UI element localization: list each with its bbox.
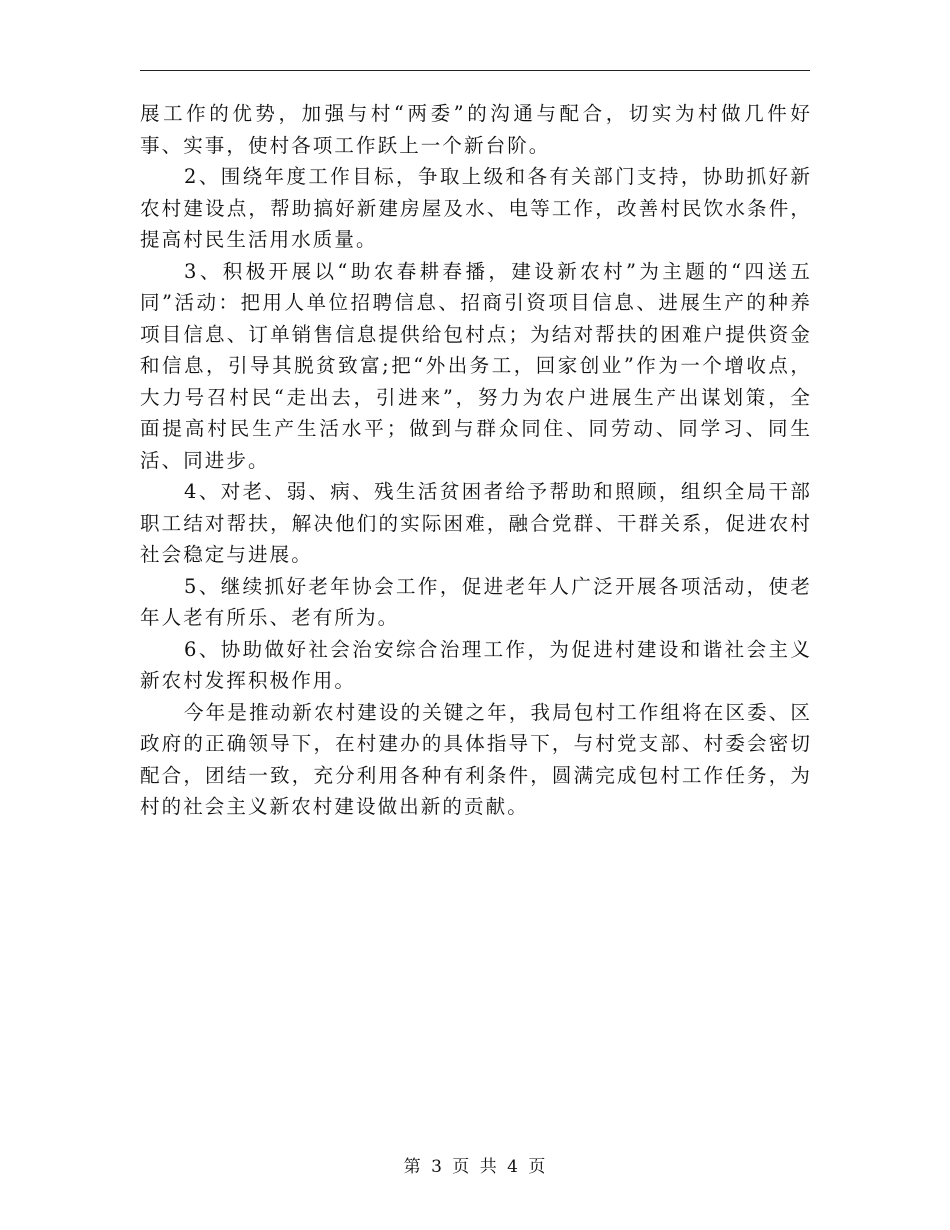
paragraph-item-3: 3、积极开展以“助农春耕春播，建设新农村”为主题的“四送五同”活动：把用人单位招聘信息、招商引资项目信息、进展生产的种养项目信息、订单销售信息提供给包村点；为结对帮扶的困难户提供资金和信息，引导其脱贫致富;把“外出务工，回家创业”作为一个增收点，大力号召村民“走出去，引进来”，努力为农户进展生产出谋划策，全面提高村民生产生活水平；做到与群众同住、同劳动、同学习、同生活、同进步。 [140,259,812,472]
document-body [140,98,812,823]
paragraph-continuation: 展工作的优势，加强与村“两委”的沟通与配合，切实为村做几件好事、实事，使村各项工作跃上一个新台阶。 [140,102,812,157]
paragraph-item-6: 6、协助做好社会治安综合治理工作，为促进村建设和谐社会主义新农村发挥积极作用。 [140,637,812,692]
header-rule [140,70,810,71]
page-number: 第 3 页 共 4 页 [403,1157,547,1177]
paragraph-item-2: 2、围绕年度工作目标，争取上级和各有关部门支持，协助抓好新农村建设点，帮助搞好新建房屋及水、电等工作，改善村民饮水条件，提高村民生活用水质量。 [140,165,812,251]
paragraph-item-5: 5、继续抓好老年协会工作，促进老年人广泛开展各项活动，使老年人老有所乐、老有所为。 [140,574,812,629]
paragraph-conclusion: 今年是推动新农村建设的关键之年，我局包村工作组将在区委、区政府的正确领导下，在村建办的具体指导下，与村党支部、村委会密切配合，团结一致，充分利用各种有利条件，圆满完成包村工作任务，为村的社会主义新农村建设做出新的贡献。 [140,700,812,818]
paragraph-item-4: 4、对老、弱、病、残生活贫困者给予帮助和照顾，组织全局干部职工结对帮扶，解决他们的实际困难，融合党群、干群关系，促进农村社会稳定与进展。 [140,480,812,566]
